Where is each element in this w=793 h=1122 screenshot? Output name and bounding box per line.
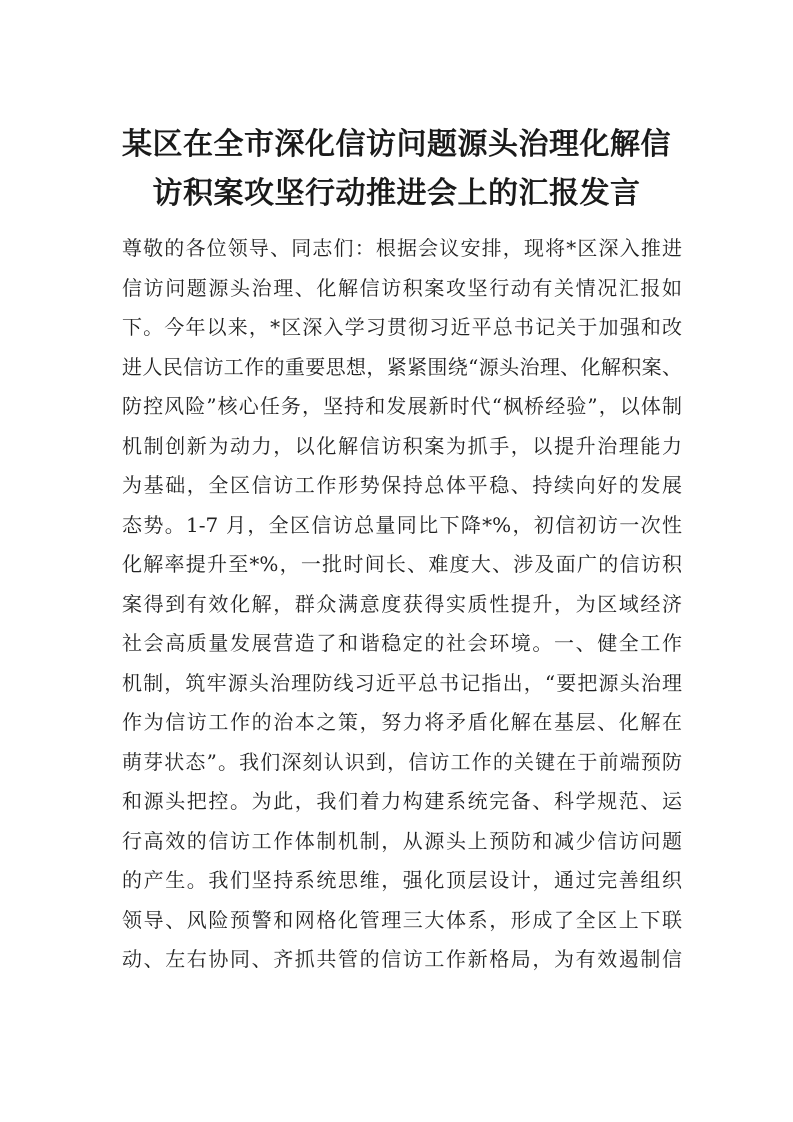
body-line: 下。今年以来，*区深入学习贯彻习近平总书记关于加强和改 bbox=[122, 315, 682, 339]
body-line: 作为信访工作的治本之策，努力将矛盾化解在基层、化解在 bbox=[122, 710, 682, 734]
body-line: 的产生。我们坚持系统思维，强化顶层设计，通过完善组织 bbox=[122, 868, 682, 892]
body-line: 案得到有效化解，群众满意度获得实质性提升，为区域经济 bbox=[122, 591, 682, 616]
body-line: 信访问题源头治理、化解信访积案攻坚行动有关情况汇报如 bbox=[122, 275, 682, 300]
body-line: 机制创新为动力，以化解信访积案为抓手，以提升治理能力 bbox=[122, 433, 682, 458]
body-line: 行高效的信访工作体制机制，从源头上预防和减少信访问题 bbox=[122, 828, 682, 853]
document-body bbox=[122, 229, 682, 980]
body-line: 防控风险”核心任务，坚持和发展新时代“枫桥经验”，以体制 bbox=[122, 394, 682, 418]
title-line-2: 访积案攻坚行动推进会上的汇报发言 bbox=[152, 176, 641, 211]
document-title bbox=[100, 120, 693, 218]
body-line: 尊敬的各位领导、同志们：根据会议安排，现将*区深入推进 bbox=[122, 236, 682, 260]
body-line: 机制，筑牢源头治理防线习近平总书记指出，“要把源头治理 bbox=[122, 670, 682, 695]
body-line: 领导、风险预警和网格化管理三大体系，形成了全区上下联 bbox=[122, 907, 682, 932]
body-line: 态势。1-7 月，全区信访总量同比下降*%，初信初访一次性 bbox=[122, 512, 682, 537]
title-line-1: 某区在全市深化信访问题源头治理化解信 bbox=[122, 127, 671, 162]
body-line: 为基础，全区信访工作形势保持总体平稳、持续向好的发展 bbox=[122, 473, 682, 497]
body-line: 社会高质量发展营造了和谐稳定的社会环境。一、健全工作 bbox=[122, 631, 682, 655]
body-line: 进人民信访工作的重要思想，紧紧围绕“源头治理、化解积案、 bbox=[122, 354, 682, 379]
body-line: 萌芽状态”。我们深刻认识到，信访工作的关键在于前端预防 bbox=[122, 749, 682, 774]
body-line: 动、左右协同、齐抓共管的信访工作新格局，为有效遏制信 bbox=[122, 947, 682, 971]
body-line: 和源头把控。为此，我们着力构建系统完备、科学规范、运 bbox=[122, 789, 682, 813]
body-line: 化解率提升至*%，一批时间长、难度大、涉及面广的信访积 bbox=[122, 552, 682, 576]
